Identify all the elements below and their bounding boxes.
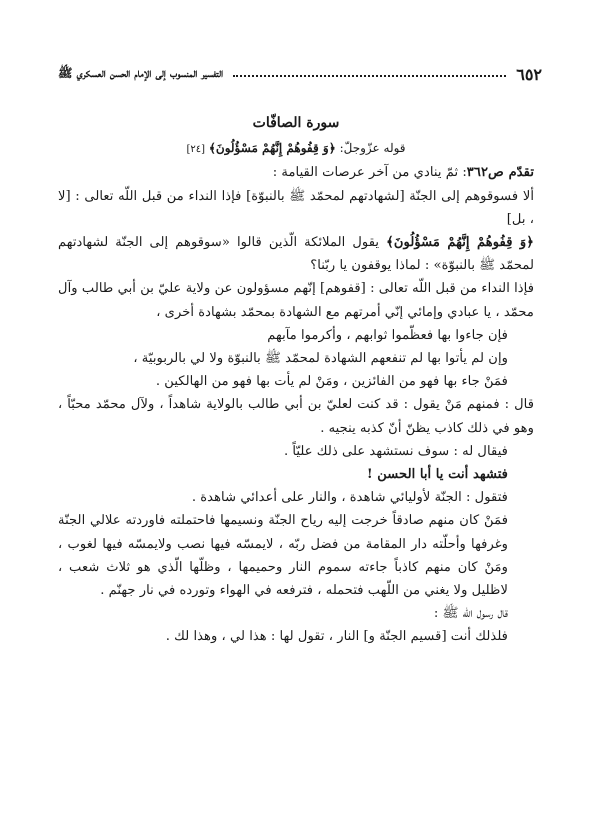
running-title: التفسير المنسوب إلى الإمام الحسن العسكري ﷺ [58,65,224,80]
surah-title: سورة الصافّات [252,115,340,131]
paragraph: ﴿وَ قِفُوهُمْ إِنَّهُمْ مَسْؤُلُونَ﴾ يقول الملائكة الّذين قالوا «سوقوهم إلى الجنّة لشهادتهم لمحمّد ﷺ بالنبوّة» : لماذا يوقفون يا ربّنا؟ [58,235,534,274]
paragraph: ألا فسوقوهم إلى الجنّة [لشهادتهم لمحمّد ﷺ بالنبوّة] فإذا النداء من قبل اللّه تعالى : [لا ، بل] [58,188,534,227]
verse-text: ﴿وَ قِفُوهُمْ إِنَّهُمْ مَسْؤُلُونَ﴾ [208,141,336,156]
running-header [58,62,542,86]
paragraph: وإن لم يأتوا بها لم تنفعهم الشهادة لمحمّد ﷺ بالنبوّة ولا لي بالربوبيّة ، [133,351,508,367]
paragraph: فتقول : الجنّة لأوليائي شاهدة ، والنار على أعدائي شاهدة . [191,490,508,506]
paragraph: فإذا النداء من قبل اللّه تعالى : [قفوهم] إنّهم مسؤولون عن ولاية عليّ بن أبي طالب وآل محمّد ، يا عبادي وإمائي إنّي أمرتهم مع الشهادة بمحمّد بشهادة أخرى ، [58,281,534,320]
paragraph: فإن جاءوا بها فعظّموا ثوابهم ، وأكرموا مآبهم [267,327,508,343]
verse-quote: ﴿وَ قِفُوهُمْ إِنَّهُمْ مَسْؤُلُونَ﴾ [386,235,534,251]
paragraph: فمَنْ كان منهم صادقاً خرجت إليه رياح الجنّة ونسيمها فاحتملته فاوردته علالي الجنّة وغرفها وأحلّته دار المقامة من فضل ربّه ، لايمسّه فيها نصب ولايمسّه فيها لغوب ، ومَنْ كان منهم كاذباً جاءته سموم النار وحميمها ، وظلّها الّذي هو ثلاث شعب ، لاظليل ولا يغني من اللّهب فتحمله ، فترفعه في الهواء وتورده في نار جهنّم . [58,513,508,599]
verse-prefix: قوله عزّوجلّ: [339,141,406,156]
paragraph: فتشهد أنت يا أبا الحسن ! [366,467,508,483]
paragraph: قال : فمنهم مَنْ يقول : قد كنت لعليّ بن أبي طالب بالولاية شاهداً ، ولآل محمّد محبّاً ، وهو في ذلك كاذب يظنّ أنّ كذبه ينجيه . [58,397,534,436]
verse-reference: [٢٤] [186,144,206,156]
page-number: ٦٥٢ [516,64,542,84]
cross-reference: تقدّم ص٣٦٢ [466,165,534,181]
paragraph: تقدّم ص٣٦٢: ثمّ ينادي من آخر عرصات القيامة : [272,165,534,181]
paragraph: فمَنْ جاء بها فهو من الفائزين ، ومَنْ لم يأت بها فهو من الهالكين . [155,374,508,390]
header-dotted-rule [233,75,506,77]
page-body [58,112,534,649]
paragraph: قال رسول اللّه ﷺ : [433,606,508,622]
paragraph: فيقال له : سوف نستشهد على ذلك عليّاً . [284,443,508,459]
verse-heading [58,137,534,161]
paragraph: فلذلك أنت [قسيم الجنّة و] النار ، تقول لها : هذا لي ، وهذا لك . [165,629,508,645]
